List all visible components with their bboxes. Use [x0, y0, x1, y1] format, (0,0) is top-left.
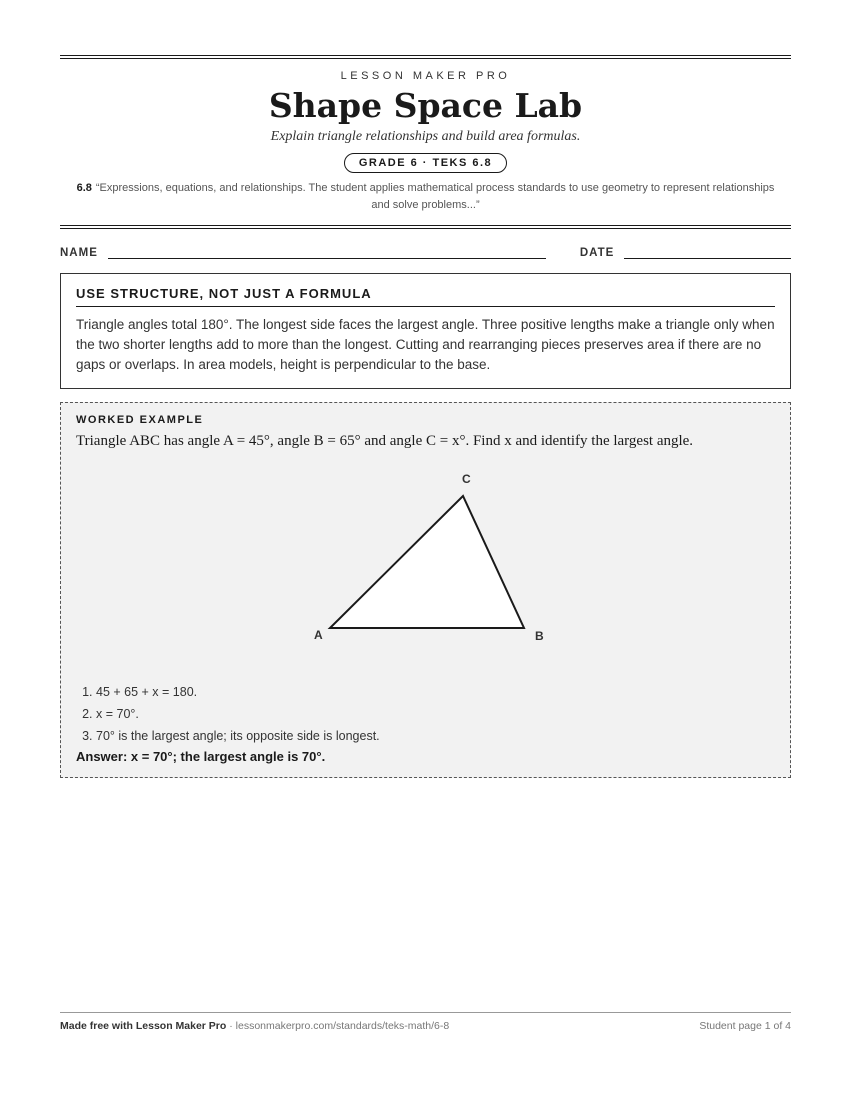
name-label: NAME [60, 247, 98, 259]
concept-heading: USE STRUCTURE, NOT JUST A FORMULA [76, 286, 775, 307]
page-footer [60, 1012, 791, 1032]
triangle-figure [76, 456, 775, 666]
footer-url[interactable]: · lessonmakerpro.com/standards/teks-math/6-8 [226, 1020, 450, 1032]
solution-step: 2. x = 70°. [96, 703, 775, 725]
example-answer: Answer: x = 70°; the largest angle is 70°. [76, 749, 326, 764]
footer-credit [60, 1020, 449, 1032]
worksheet-page [60, 55, 791, 778]
example-heading: WORKED EXAMPLE [76, 414, 204, 426]
footer-page-number: Student page 1 of 4 [699, 1020, 791, 1032]
page-title: Shape Space Lab [268, 86, 583, 125]
standard-description [60, 180, 791, 214]
standard-code: 6.8 [76, 182, 92, 194]
date-field[interactable] [624, 248, 791, 259]
name-field[interactable] [108, 248, 546, 259]
header-bottom-rule [60, 225, 791, 229]
brand-name: LESSON MAKER PRO [340, 70, 511, 82]
solution-step: 1. 45 + 65 + x = 180. [96, 681, 775, 703]
worked-example [60, 402, 791, 778]
date-label: DATE [579, 247, 615, 259]
grade-badge: GRADE 6 · TEKS 6.8 [344, 153, 507, 173]
vertex-label-a: A [314, 628, 323, 642]
solution-step: 3. 70° is the largest angle; its opposite side is longest. [96, 725, 775, 747]
top-rule [60, 55, 791, 59]
footer-made-with: Made free with Lesson Maker Pro [60, 1020, 227, 1032]
concept-body: Triangle angles total 180°. The longest side faces the largest angle. Three positive lengths make a triangle only when the two shorter lengths add to more than the longest. Cutting and rearranging pieces preserves area if there are no gaps or overlaps. In area models, height is perpendicular to the base. [76, 317, 775, 372]
standard-text: “Expressions, equations, and relationships. The student applies mathematical process standards to use geometry to represent relationships and solve problems...” [95, 182, 775, 211]
name-date-row [60, 247, 791, 259]
triangle-abc [330, 496, 524, 628]
vertex-label-b: B [535, 629, 544, 643]
solution-steps [76, 681, 775, 747]
concept-box [60, 273, 791, 389]
example-problem: Triangle ABC has angle A = 45°, angle B = 65° and angle C = x°. Find x and identify the largest angle. [76, 433, 694, 449]
vertex-label-c: C [462, 472, 471, 486]
page-subtitle: Explain triangle relationships and build area formulas. [270, 129, 581, 144]
